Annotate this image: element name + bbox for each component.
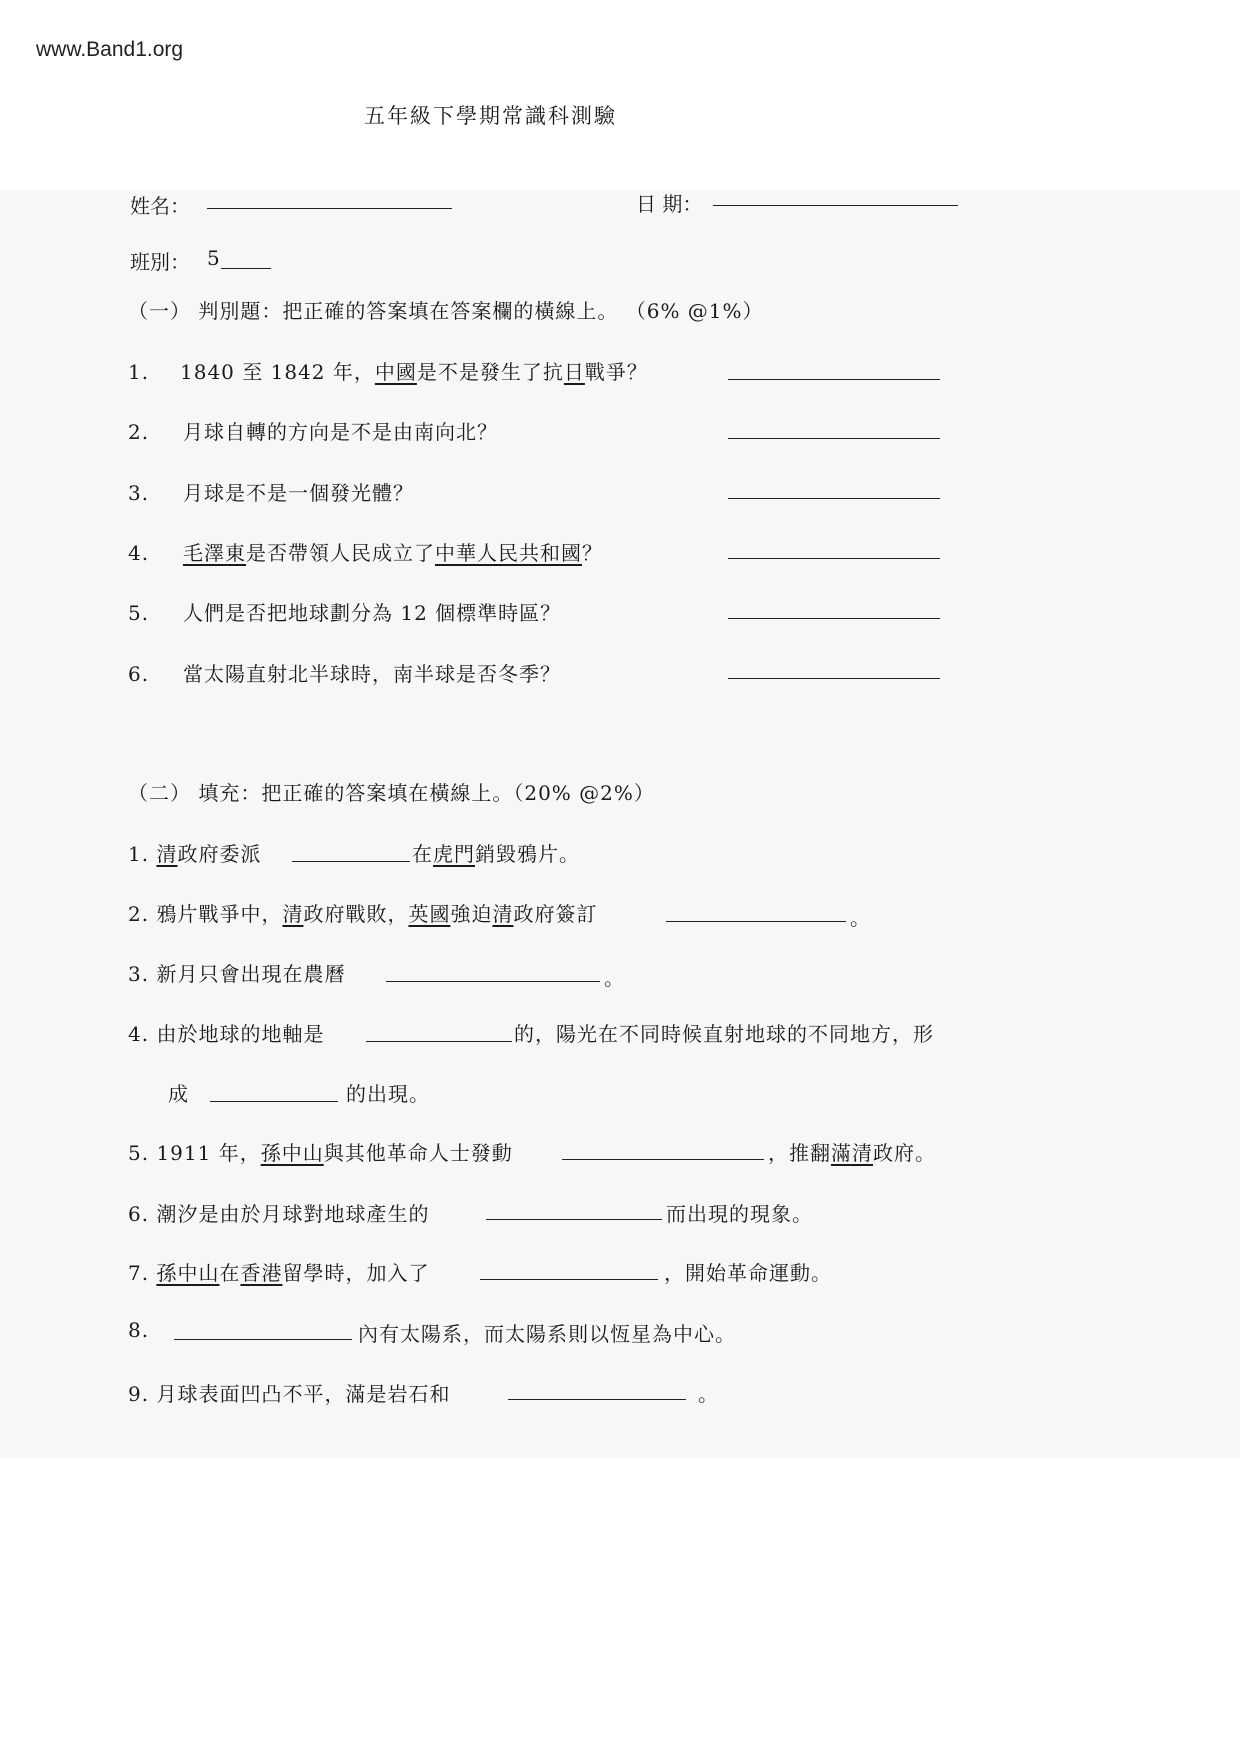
question-text: 是否帶領人民成立了 [246,541,435,565]
question-text: 政府。 [873,1141,936,1165]
s1-question-1 [128,356,648,385]
s2-answer-blank-4a[interactable] [366,1041,512,1042]
s1-question-3 [128,477,414,506]
s2-question-1 [128,838,261,867]
class-value: 5 [207,246,220,270]
section2-heading: （二） 填充：把正確的答案填在橫線上。（20% @2%） [128,781,655,805]
question-number: 5. [128,601,150,625]
s2-question-8 [128,1318,149,1342]
s2-question-3 [128,958,345,987]
question-number: 4. [128,1022,150,1046]
proper-noun: 清 [492,902,514,926]
proper-noun: 中國 [374,360,417,384]
s2-question-5 [128,1137,513,1166]
s2-question-1-tail [412,838,580,867]
s1-answer-blank-1[interactable] [728,379,940,380]
s2-question-4-line2: 成 [168,1082,189,1106]
s2-question-4-middle: 的，陽光在不同時候直射地球的不同地方，形 [514,1022,934,1046]
question-text: 政府簽訂 [513,902,598,926]
question-number: 1. [128,842,150,866]
question-text: 新月只會出現在農曆 [156,962,346,986]
date-label: 日 期： [636,192,703,216]
proper-noun: 香港 [240,1261,283,1285]
question-text: 鴉片戰爭中， [156,902,283,926]
question-text: 潮汐是由於月球對地球產生的 [156,1202,430,1226]
proper-noun: 孫中山 [156,1261,220,1285]
question-number: 2. [128,420,150,444]
question-text: 在 [412,842,433,866]
page-title: 五年級下學期常識科測驗 [364,104,617,128]
question-text: ，推翻 [768,1141,831,1165]
question-text: 銷毀鴉片。 [475,842,580,866]
s2-question-8-tail: 內有太陽系，而太陽系則以恆星為中心。 [358,1322,736,1346]
s2-answer-blank-1[interactable] [292,861,410,862]
s1-answer-blank-4[interactable] [728,558,940,559]
question-number: 5. [128,1141,150,1165]
s2-answer-blank-5[interactable] [562,1159,764,1160]
question-number: 1. [128,360,150,384]
question-text: 與其他革命人士發動 [323,1141,513,1165]
s2-answer-blank-3[interactable] [386,981,600,982]
question-number: 6. [128,662,150,686]
s2-question-9-end: 。 [698,1382,719,1406]
question-number: 2. [128,902,150,926]
s2-question-5-tail [768,1137,936,1166]
s2-answer-blank-7[interactable] [480,1279,658,1280]
question-text: 是不是發生了抗 [416,360,564,384]
question-text: 月球表面凹凸不平，滿是岩石和 [156,1382,451,1406]
s1-question-6 [128,658,561,687]
question-text: 戰爭？ [584,360,648,384]
s2-answer-blank-8[interactable] [174,1339,352,1340]
s2-answer-blank-4b[interactable] [210,1101,338,1102]
question-text: 強迫 [450,902,493,926]
question-number: 4. [128,541,150,565]
question-text: 政府委派 [177,842,262,866]
proper-noun: 清 [156,842,178,866]
s1-answer-blank-2[interactable] [728,438,940,439]
question-number: 8. [128,1318,150,1342]
proper-noun: 孫中山 [260,1141,324,1165]
s1-answer-blank-5[interactable] [728,618,940,619]
class-blank[interactable] [221,268,271,269]
proper-noun: 滿清 [831,1141,873,1165]
s2-question-6 [128,1198,429,1227]
question-text: 政府戰敗， [303,902,409,926]
s2-question-4 [128,1018,324,1047]
name-blank[interactable] [207,208,452,209]
s1-question-4 [128,537,603,566]
question-text: 由於地球的地軸是 [156,1022,325,1046]
s1-question-5 [128,597,561,626]
class-label: 班別： [130,250,190,274]
s1-answer-blank-6[interactable] [728,678,940,679]
s2-question-2 [128,898,597,927]
proper-noun: 清 [282,902,304,926]
proper-noun: 中華人民共和國 [435,541,582,565]
s2-answer-blank-2[interactable] [666,921,846,922]
question-text: ？ [582,541,603,565]
question-number: 3. [128,962,150,986]
proper-noun: 英國 [408,902,451,926]
question-text: 當太陽直射北半球時，南半球是否冬季？ [183,662,561,686]
question-text: 1911 年， [156,1141,261,1165]
question-text: 人們是否把地球劃分為 12 個標準時區？ [183,601,562,625]
question-number: 3. [128,481,150,505]
section1-heading: （一） 判別題：把正確的答案填在答案欄的橫線上。 （6% @1%） [128,299,764,323]
name-label: 姓名： [130,194,190,218]
question-text: 月球自轉的方向是不是由南向北？ [183,420,498,444]
question-text: 月球是不是一個發光體？ [183,481,414,505]
question-text: 1840 至 1842 年， [180,360,375,384]
s2-question-7 [128,1257,429,1286]
question-text: 留學時，加入了 [282,1261,430,1285]
s1-question-2 [128,416,498,445]
s1-answer-blank-3[interactable] [728,498,940,499]
s2-answer-blank-6[interactable] [486,1219,662,1220]
s2-question-6-tail: 而出現的現象。 [666,1202,813,1226]
s2-question-7-tail: ，開始革命運動。 [664,1261,832,1285]
proper-noun: 虎門 [433,842,475,866]
question-text: 在 [219,1261,241,1285]
proper-noun: 毛澤東 [183,541,246,565]
question-number: 7. [128,1261,150,1285]
question-number: 9. [128,1382,150,1406]
s2-question-4-end: 的出現。 [346,1082,430,1106]
s2-question-2-end: 。 [850,906,871,930]
proper-noun: 日 [563,360,585,384]
s2-question-3-end: 。 [604,966,625,990]
s2-answer-blank-9[interactable] [508,1399,686,1400]
site-watermark: www.Band1.org [36,38,184,61]
question-number: 6. [128,1202,150,1226]
date-blank[interactable] [713,205,958,206]
s2-question-9 [128,1378,450,1407]
